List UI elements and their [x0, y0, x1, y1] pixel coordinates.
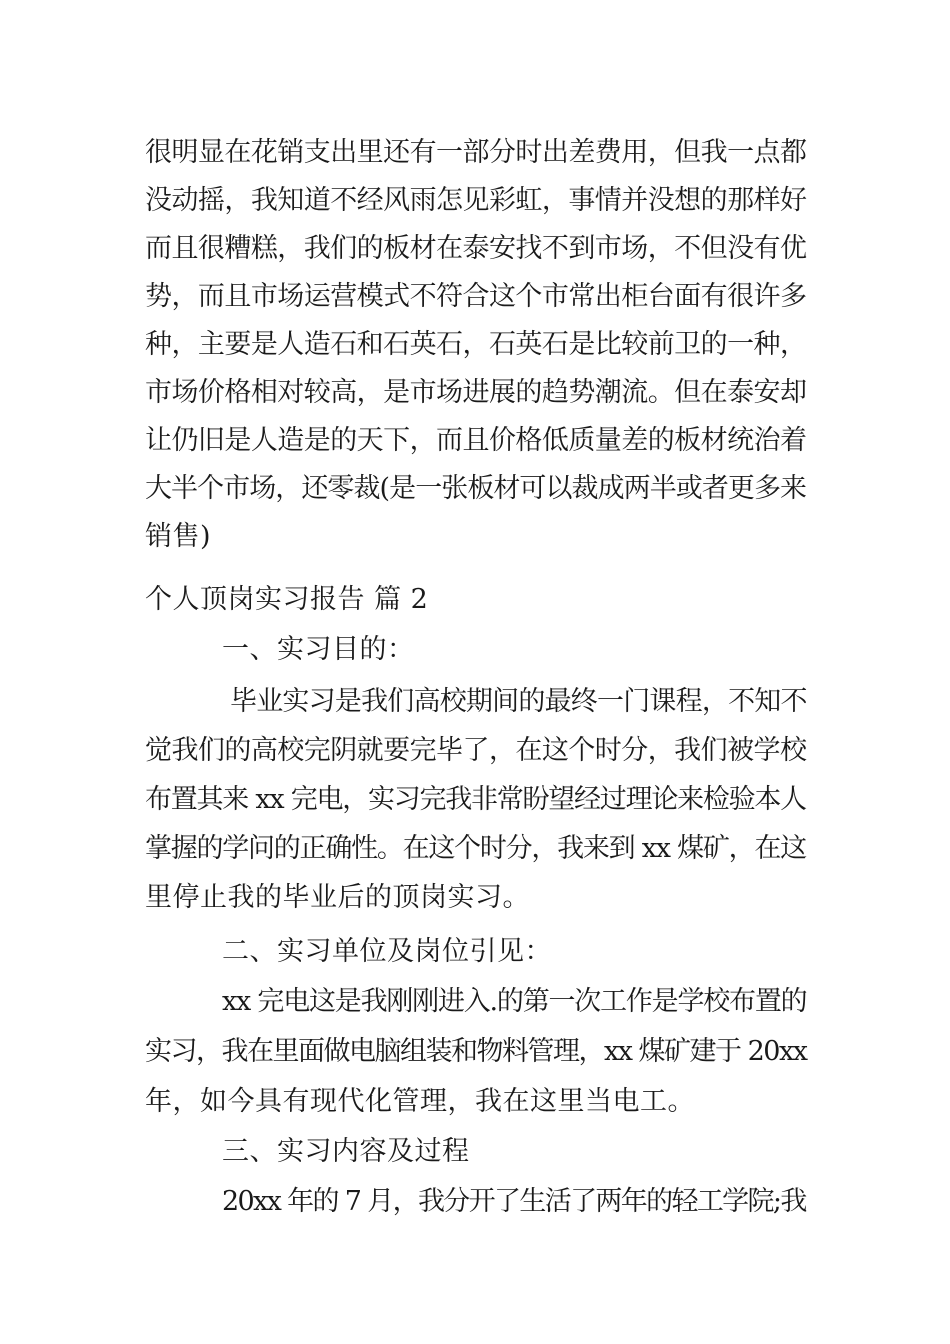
paragraph-line: 很明显在花销支出里还有一部分时出差费用，但我一点都: [145, 137, 807, 168]
paragraph-line: 掌握的学问的正确性。在这个时分，我来到 xx 煤矿，在这: [145, 833, 806, 864]
paragraph-line: 势，而且市场运营模式不符合这个市常出柜台面有很许多: [145, 281, 807, 312]
paragraph-line: 实习，我在里面做电脑组装和物料管理，xx 煤矿建于 20xx: [145, 1036, 807, 1067]
paragraph-line: 布置其来 xx 完电，实习完我非常盼望经过理论来检验本人: [145, 784, 806, 815]
paragraph-line: 毕业实习是我们高校期间的最终一门课程，不知不: [230, 686, 807, 717]
heading-content: 三、实习内容及过程: [222, 1136, 470, 1167]
paragraph-line: 20xx 年的 7 月，我分开了生活了两年的轻工学院;我: [222, 1186, 806, 1217]
paragraph-line: 里停止我的毕业后的顶岗实习。: [145, 882, 530, 913]
section-title: 个人顶岗实习报告 篇 2: [145, 584, 429, 615]
heading-unit: 二、实习单位及岗位引见：: [222, 936, 552, 967]
heading-purpose: 一、实习目的：: [222, 634, 415, 665]
paragraph-line: 年，如今具有现代化管理，我在这里当电工。: [145, 1086, 695, 1117]
paragraph-line: 销售): [145, 521, 212, 552]
paragraph-line: 觉我们的高校完阴就要完毕了，在这个时分，我们被学校: [145, 735, 807, 766]
paragraph-line: 而且很糟糕，我们的板材在泰安找不到市场，不但没有优: [145, 233, 807, 264]
paragraph-line: 市场价格相对较高，是市场进展的趋势潮流。但在泰安却: [145, 377, 807, 408]
paragraph-line: 让仍旧是人造是的天下，而且价格低质量差的板材统治着: [145, 425, 807, 456]
paragraph-line: 大半个市场，还零裁(是一张板材可以裁成两半或者更多来: [145, 473, 807, 504]
paragraph-line: 种，主要是人造石和石英石，石英石是比较前卫的一种，: [145, 329, 807, 360]
paragraph-line: 没动摇，我知道不经风雨怎见彩虹，事情并没想的那样好: [145, 185, 807, 216]
paragraph-line: xx 完电这是我刚刚进入.的第一次工作是学校布置的: [222, 986, 807, 1017]
